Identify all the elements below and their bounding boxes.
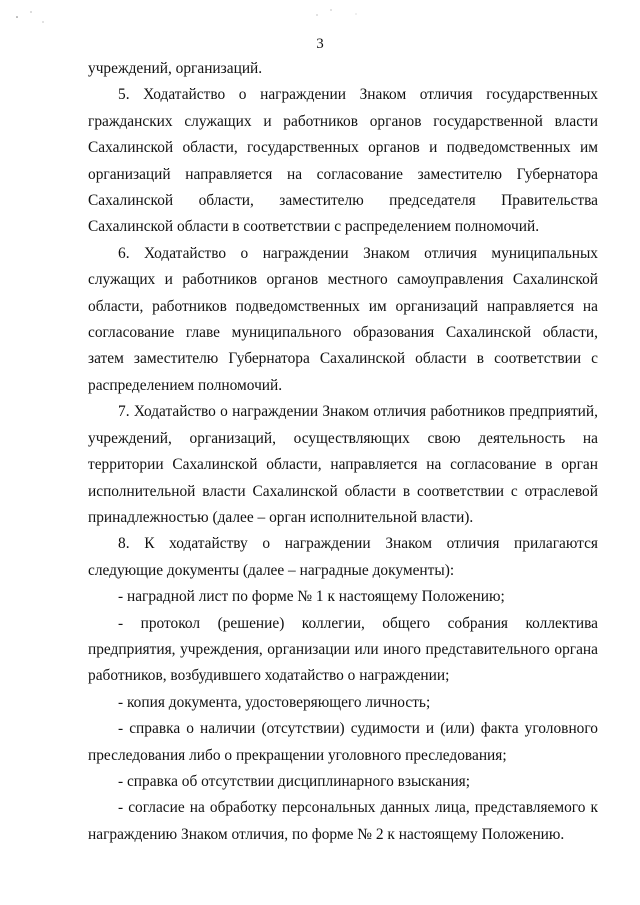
list-item-data-consent: - согласие на обработку персональных данных лица, представляемого к награждению Знаком отличия, по форме № 2 к настоящему Положению. xyxy=(88,799,598,843)
list-item-id-copy: - копия документа, удостоверяющего личность; xyxy=(118,693,431,711)
list-item-disciplinary: - справка об отсутствии дисциплинарного взыскания; xyxy=(118,772,471,790)
paragraph-continuation: учреждений, организаций. xyxy=(88,60,263,77)
document-body xyxy=(88,56,598,848)
paragraph-item-8: 8. К ходатайству о награждении Знаком отличия прилагаются следующие документы (далее – наградные документы): xyxy=(88,535,598,579)
paragraph-item-7: 7. Ходатайство о награждении Знаком отличия работников предприятий, учреждений, организаций, осуществляющих свою деятельность на территории Сахалинской области, направляется на согласование в орган исполнительной власти Сахалинской области в соответствии с отраслевой принадлежностью (далее – орган исполнительной власти). xyxy=(88,403,598,526)
page-number: 3 xyxy=(316,36,324,52)
list-item-criminal-record: - справка о наличии (отсутствии) судимости и (или) факта уголовного преследования либо о прекращении уголовного преследования; xyxy=(88,720,598,764)
paragraph-item-6: 6. Ходатайство о награждении Знаком отличия муниципальных служащих и работников органов местного самоуправления Сахалинской области, работников подведомственных им организаций направляется на согласование главе муниципального образования Сахалинской области, затем заместителю Губернатора Сахалинской области в соответствии с распределением полномочий. xyxy=(88,244,598,394)
list-item-protocol: - протокол (решение) коллегии, общего собрания коллектива предприятия, учреждения, организации или иного представительного органа работников, возбудившего ходатайство о награждении; xyxy=(88,614,598,685)
paragraph-item-5: 5. Ходатайство о награждении Знаком отличия государственных гражданских служащих и работников органов государственной власти Сахалинской области, государственных органов и подведомственных им организаций направляется на согласование заместителю Губернатора Сахалинской области, заместителю председателя Правительства Сахалинской области в соответствии с распределением полномочий. xyxy=(88,86,598,236)
list-item-award-sheet: - наградной лист по форме № 1 к настоящему Положению; xyxy=(118,588,505,606)
